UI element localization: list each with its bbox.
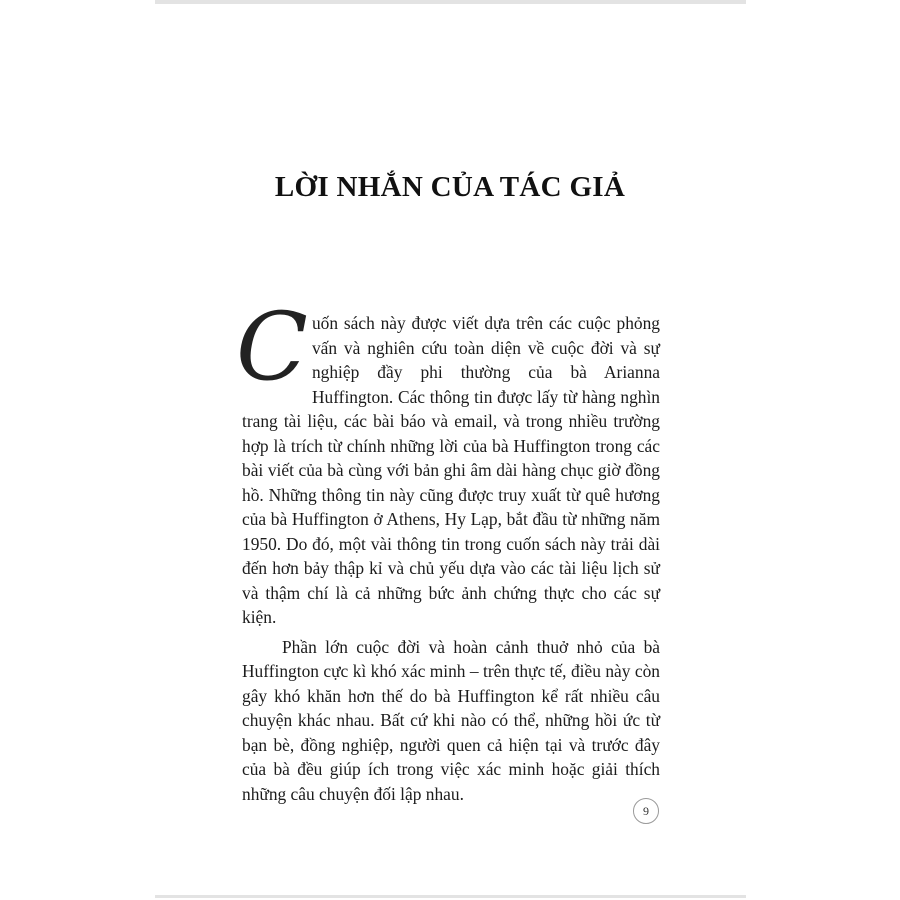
page-edge-bottom (155, 895, 746, 898)
paragraph-1 (236, 293, 660, 630)
page-number: 9 (633, 798, 659, 824)
page-edge-top (155, 0, 746, 4)
chapter-title: LỜI NHẮN CỦA TÁC GIẢ (274, 171, 626, 204)
paragraph-1-text: uốn sách này được viết dựa trên các cuộc phỏng vấn và nghiên cứu toàn diện về cuộc đời và sự nghiệp đầy phi thường của bà Arianna Huffington. Các thông tin được lấy từ hàng nghìn trang tài liệu, các bài báo và email, và trong nhiều trường hợp là trích từ chính những lời của bà Huffington trong các bài viết của bà cùng với bản ghi âm dài hàng chục giờ đồng hồ. Những thông tin này cũng được truy xuất từ quê hương của bà Huffington ở Athens, Hy Lạp, bắt đầu từ những năm 1950. Do đó, một vài thông tin trong cuốn sách này trải dài đến hơn bảy thập kỉ và chủ yếu dựa vào các tài liệu lịch sử và thậm chí là cả những bức ảnh chứng thực cho các sự kiện. (242, 313, 660, 627)
drop-cap: C (236, 293, 308, 402)
paragraph-2: Phần lớn cuộc đời và hoàn cảnh thuở nhỏ của bà Huffington cực kì khó xác minh – trên thực tế, điều này còn gây khó khăn hơn thế do bà Huffington kể rất nhiều câu chuyện khác nhau. Bất cứ khi nào có thể, những hồi ức từ bạn bè, đồng nghiệp, người quen cả hiện tại và trước đây của bà đều giúp ích trong việc xác minh hoặc giải thích những câu chuyện đối lập nhau. (242, 636, 660, 804)
body-text (236, 293, 660, 806)
